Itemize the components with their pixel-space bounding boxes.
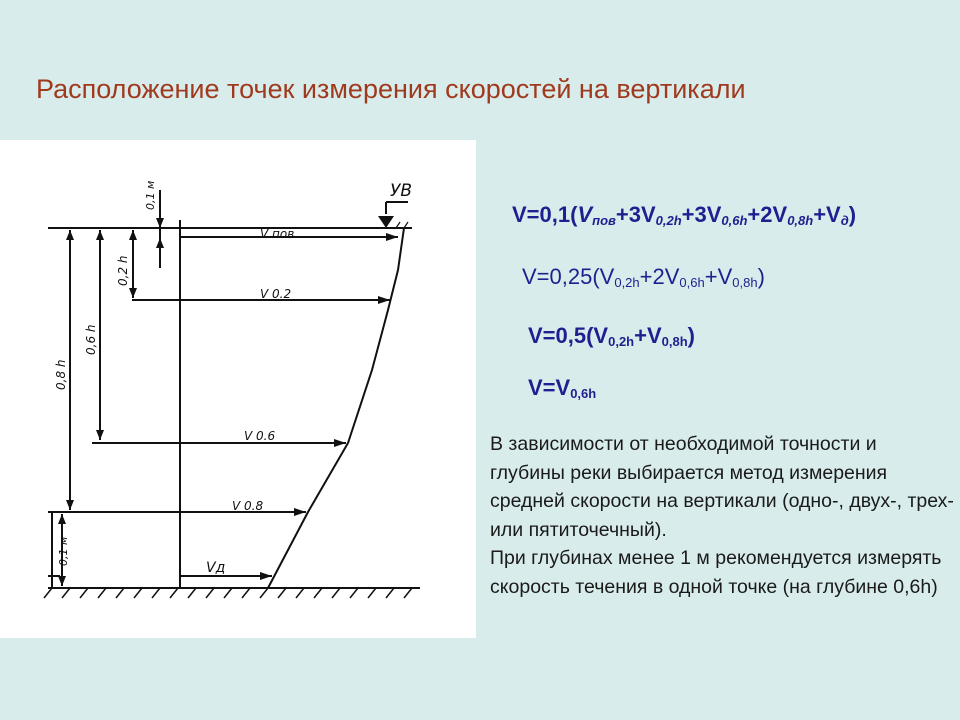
label-dim-08h: 0,8 h bbox=[54, 359, 68, 390]
label-dim-01m-bottom: 0,1 м bbox=[57, 536, 70, 566]
label-dim-06h: 0,6 h bbox=[84, 324, 98, 355]
diagram-svg bbox=[0, 140, 476, 638]
slide-title: Расположение точек измерения скоростей на вертикали bbox=[36, 74, 746, 104]
formula-three-point: $V=0,25(V_{0,2h}+2V_{0,6h}+V_{0,8h})$ bbox=[522, 264, 765, 290]
formula-one-point: $V=V_{0,6h}$ bbox=[528, 375, 597, 401]
description-paragraph-2: При глубинах менее 1 м рекомендуется измерять скорость течения в одной точке (на глубине 0,6h) bbox=[490, 547, 942, 598]
formula-five-point: $V=0,1(V_{пов}+3V_{0,2h}+3V_{0,6h}+2V_{0,8h}+V_д)$ bbox=[512, 202, 857, 228]
label-v-02: V 0.2 bbox=[260, 287, 292, 301]
description-paragraph-1: В зависимости от необходимой точности и глубины реки выбирается метод измерения средней скорости на вертикали (одно-, двух-, трех- или пятиточечный). bbox=[490, 433, 954, 541]
water-level-triangle bbox=[378, 216, 394, 228]
formula-two-point: $V=0,5(V_{0,2h}+V_{0,8h})$ bbox=[528, 323, 695, 349]
label-v-06: V 0.6 bbox=[244, 429, 276, 443]
label-uv: УВ bbox=[390, 181, 413, 201]
label-v-08: V 0.8 bbox=[232, 499, 264, 513]
velocity-profile-curve bbox=[268, 228, 404, 588]
label-v-surface: V пов bbox=[260, 227, 295, 241]
velocity-profile-diagram bbox=[0, 140, 476, 638]
method-description bbox=[490, 430, 955, 601]
label-v-bottom: Vд bbox=[206, 560, 226, 576]
label-dim-02h: 0,2 h bbox=[116, 255, 130, 286]
label-dim-01m-top: 0,1 м bbox=[144, 180, 157, 210]
